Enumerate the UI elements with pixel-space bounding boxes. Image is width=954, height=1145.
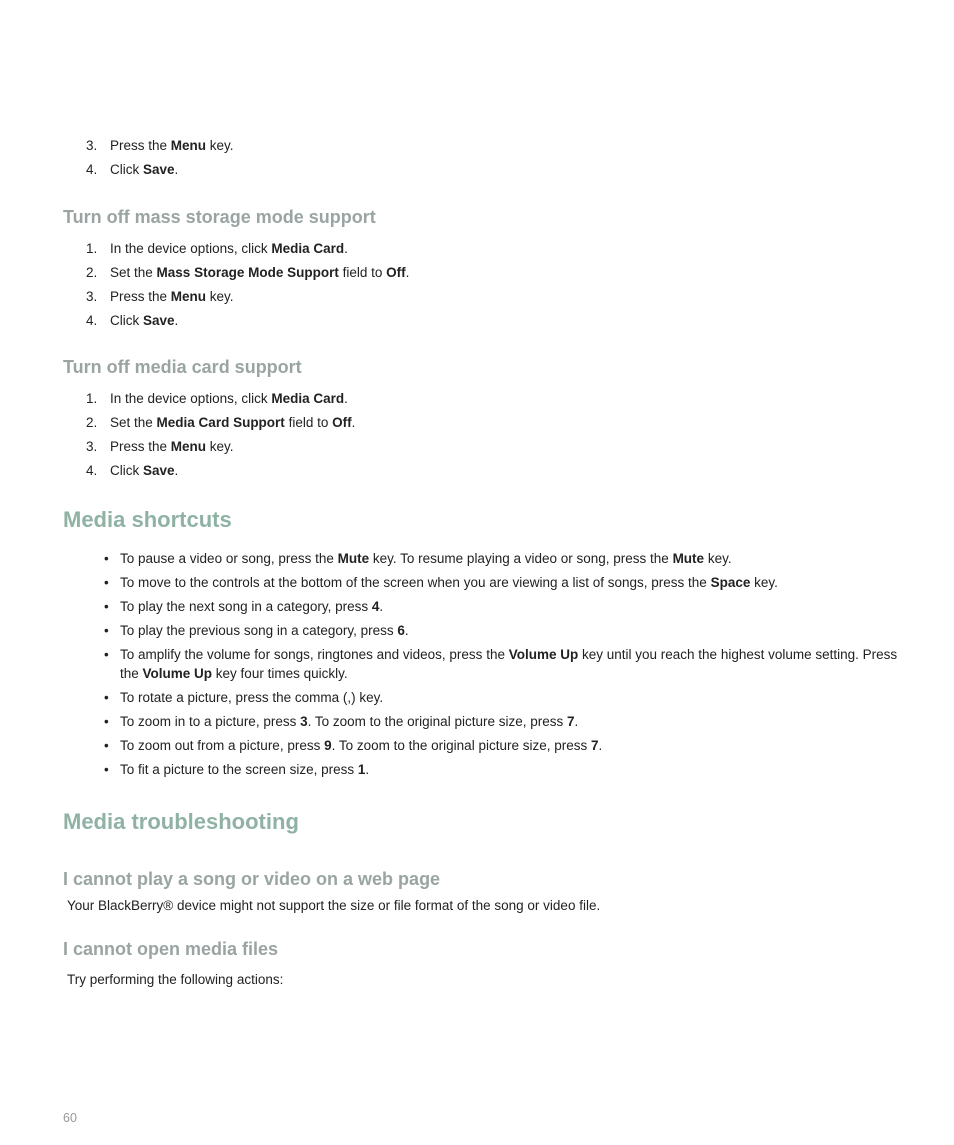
list-item: 3. Press the Menu key. (86, 439, 234, 454)
list-item: 1. In the device options, click Media Card. (86, 241, 348, 256)
list-item: • To zoom out from a picture, press 9. To zoom to the original picture size, press 7. (104, 738, 603, 753)
bullet-icon: • (104, 690, 109, 705)
list-item: • To rotate a picture, press the comma (,) key. (104, 690, 384, 705)
bullet-icon: • (104, 647, 109, 662)
web-page-issue-heading: I cannot play a song or video on a web page (63, 869, 441, 889)
open-files-issue-heading: I cannot open media files (63, 939, 279, 959)
page-number: 60 (63, 1111, 77, 1125)
list-item: 3. Press the Menu key. (86, 289, 234, 304)
media-card-heading: Turn off media card support (63, 357, 302, 377)
list-item: • To pause a video or song, press the Mute key. To resume playing a video or song, press the Mute key. (104, 551, 732, 566)
list-item: • To zoom in to a picture, press 3. To zoom to the original picture size, press 7. (104, 714, 579, 729)
bullet-icon: • (104, 714, 109, 729)
list-item: 3. Press the Menu key. (86, 134, 234, 158)
list-item: 1. In the device options, click Media Card. (86, 391, 348, 406)
bullet-icon: • (104, 738, 109, 753)
list-item: 4. Click Save. (86, 463, 179, 478)
list-item: 2. Set the Media Card Support field to Off. (86, 415, 356, 430)
list-item: • To fit a picture to the screen size, press 1. (104, 762, 370, 777)
step-number: 3. (86, 138, 98, 153)
key-name: Menu (170, 138, 207, 153)
bullet-icon: • (104, 575, 109, 590)
media-troubleshooting-heading: Media troubleshooting (63, 809, 299, 834)
list-item: 2. Set the Mass Storage Mode Support field to Off. (86, 265, 410, 280)
shortcuts-list (104, 549, 904, 784)
list-item: • To amplify the volume for songs, ringtones and videos, press the Volume Up key until you reach the highest volume setting. Press the Volume Up key four times quickly. (104, 647, 898, 681)
list-item: • To move to the controls at the bottom of the screen when you are viewing a list of songs, press the Space key. (104, 575, 778, 590)
list-item: • To play the previous song in a category, press 6. (104, 623, 409, 638)
mass-storage-steps (86, 237, 409, 333)
media-card-steps (86, 387, 355, 483)
bullet-icon: • (104, 551, 109, 566)
bullet-icon: • (104, 762, 109, 777)
list-item: 4. Click Save. (86, 313, 179, 328)
web-page-issue-text: Your BlackBerry® device might not support the size or file format of the song or video file. (67, 898, 601, 913)
media-shortcuts-heading: Media shortcuts (63, 507, 232, 532)
list-item: • To play the next song in a category, press 4. (104, 599, 384, 614)
step-number: 4. (86, 162, 98, 177)
mass-storage-heading: Turn off mass storage mode support (63, 207, 376, 227)
bullet-icon: • (104, 599, 109, 614)
open-files-issue-text: Try performing the following actions: (67, 972, 284, 987)
bullet-icon: • (104, 623, 109, 638)
menu-item-name: Save (143, 162, 175, 177)
list-item: 4. Click Save. (86, 158, 234, 182)
steps-list-continued (86, 134, 234, 182)
